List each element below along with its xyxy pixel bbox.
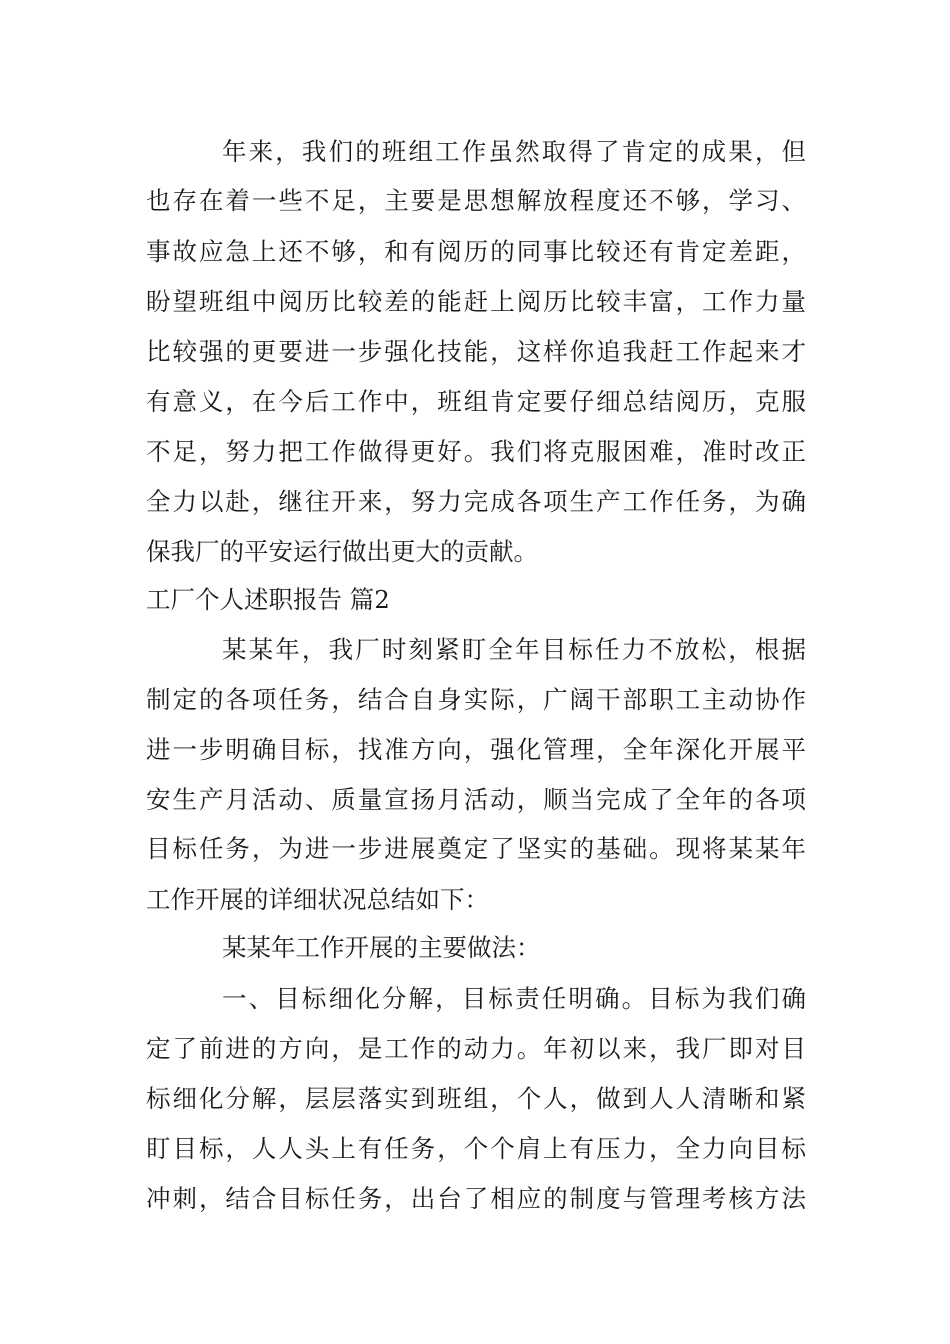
paragraph-line: 定了前进的方向，是工作的动力。年初以来，我厂即对目 <box>146 1034 806 1063</box>
paragraph-line: 也存在着一些不足，主要是思想解放程度还不够，学习、 <box>146 186 806 215</box>
paragraph-line: 比较强的更要进一步强化技能，这样你追我赶工作起来才 <box>146 337 806 366</box>
subheading: 某某年工作开展的主要做法： <box>222 933 541 962</box>
paragraph-line: 工作开展的详细状况总结如下： <box>146 885 489 914</box>
section-heading: 工厂个人述职报告 篇2 <box>146 585 390 614</box>
paragraph-line: 年来，我们的班组工作虽然取得了肯定的成果，但 <box>222 137 806 166</box>
paragraph-line: 保我厂的平安运行做出更大的贡献。 <box>146 537 538 566</box>
paragraph-line: 事故应急上还不够，和有阅历的同事比较还有肯定差距， <box>146 237 806 266</box>
paragraph-line: 全力以赴，继往开来，努力完成各项生产工作任务，为确 <box>146 487 806 516</box>
paragraph-line: 进一步明确目标，找准方向，强化管理，全年深化开展平 <box>146 735 806 764</box>
paragraph-line: 冲刺，结合目标任务，出台了相应的制度与管理考核方法 <box>146 1184 806 1213</box>
paragraph-line: 标细化分解，层层落实到班组，个人，做到人人清晰和紧 <box>146 1084 806 1113</box>
paragraph-line: 盼望班组中阅历比较差的能赶上阅历比较丰富，工作力量 <box>146 287 806 316</box>
paragraph-line: 有意义，在今后工作中，班组肯定要仔细总结阅历，克服 <box>146 387 806 416</box>
paragraph-line: 不足，努力把工作做得更好。我们将克服困难，准时改正 <box>146 437 806 466</box>
paragraph-line: 盯目标，人人头上有任务，个个肩上有压力，全力向目标 <box>146 1134 806 1163</box>
paragraph-line: 目标任务，为进一步进展奠定了坚实的基础。现将某某年 <box>146 834 806 863</box>
paragraph-line: 一、目标细化分解，目标责任明确。目标为我们确 <box>222 984 806 1013</box>
paragraph-line: 制定的各项任务，结合自身实际，广阔干部职工主动协作 <box>146 685 806 714</box>
paragraph-line: 安生产月活动、质量宣扬月活动，顺当完成了全年的各项 <box>146 785 806 814</box>
paragraph-line: 某某年，我厂时刻紧盯全年目标任力不放松，根据 <box>222 635 806 664</box>
